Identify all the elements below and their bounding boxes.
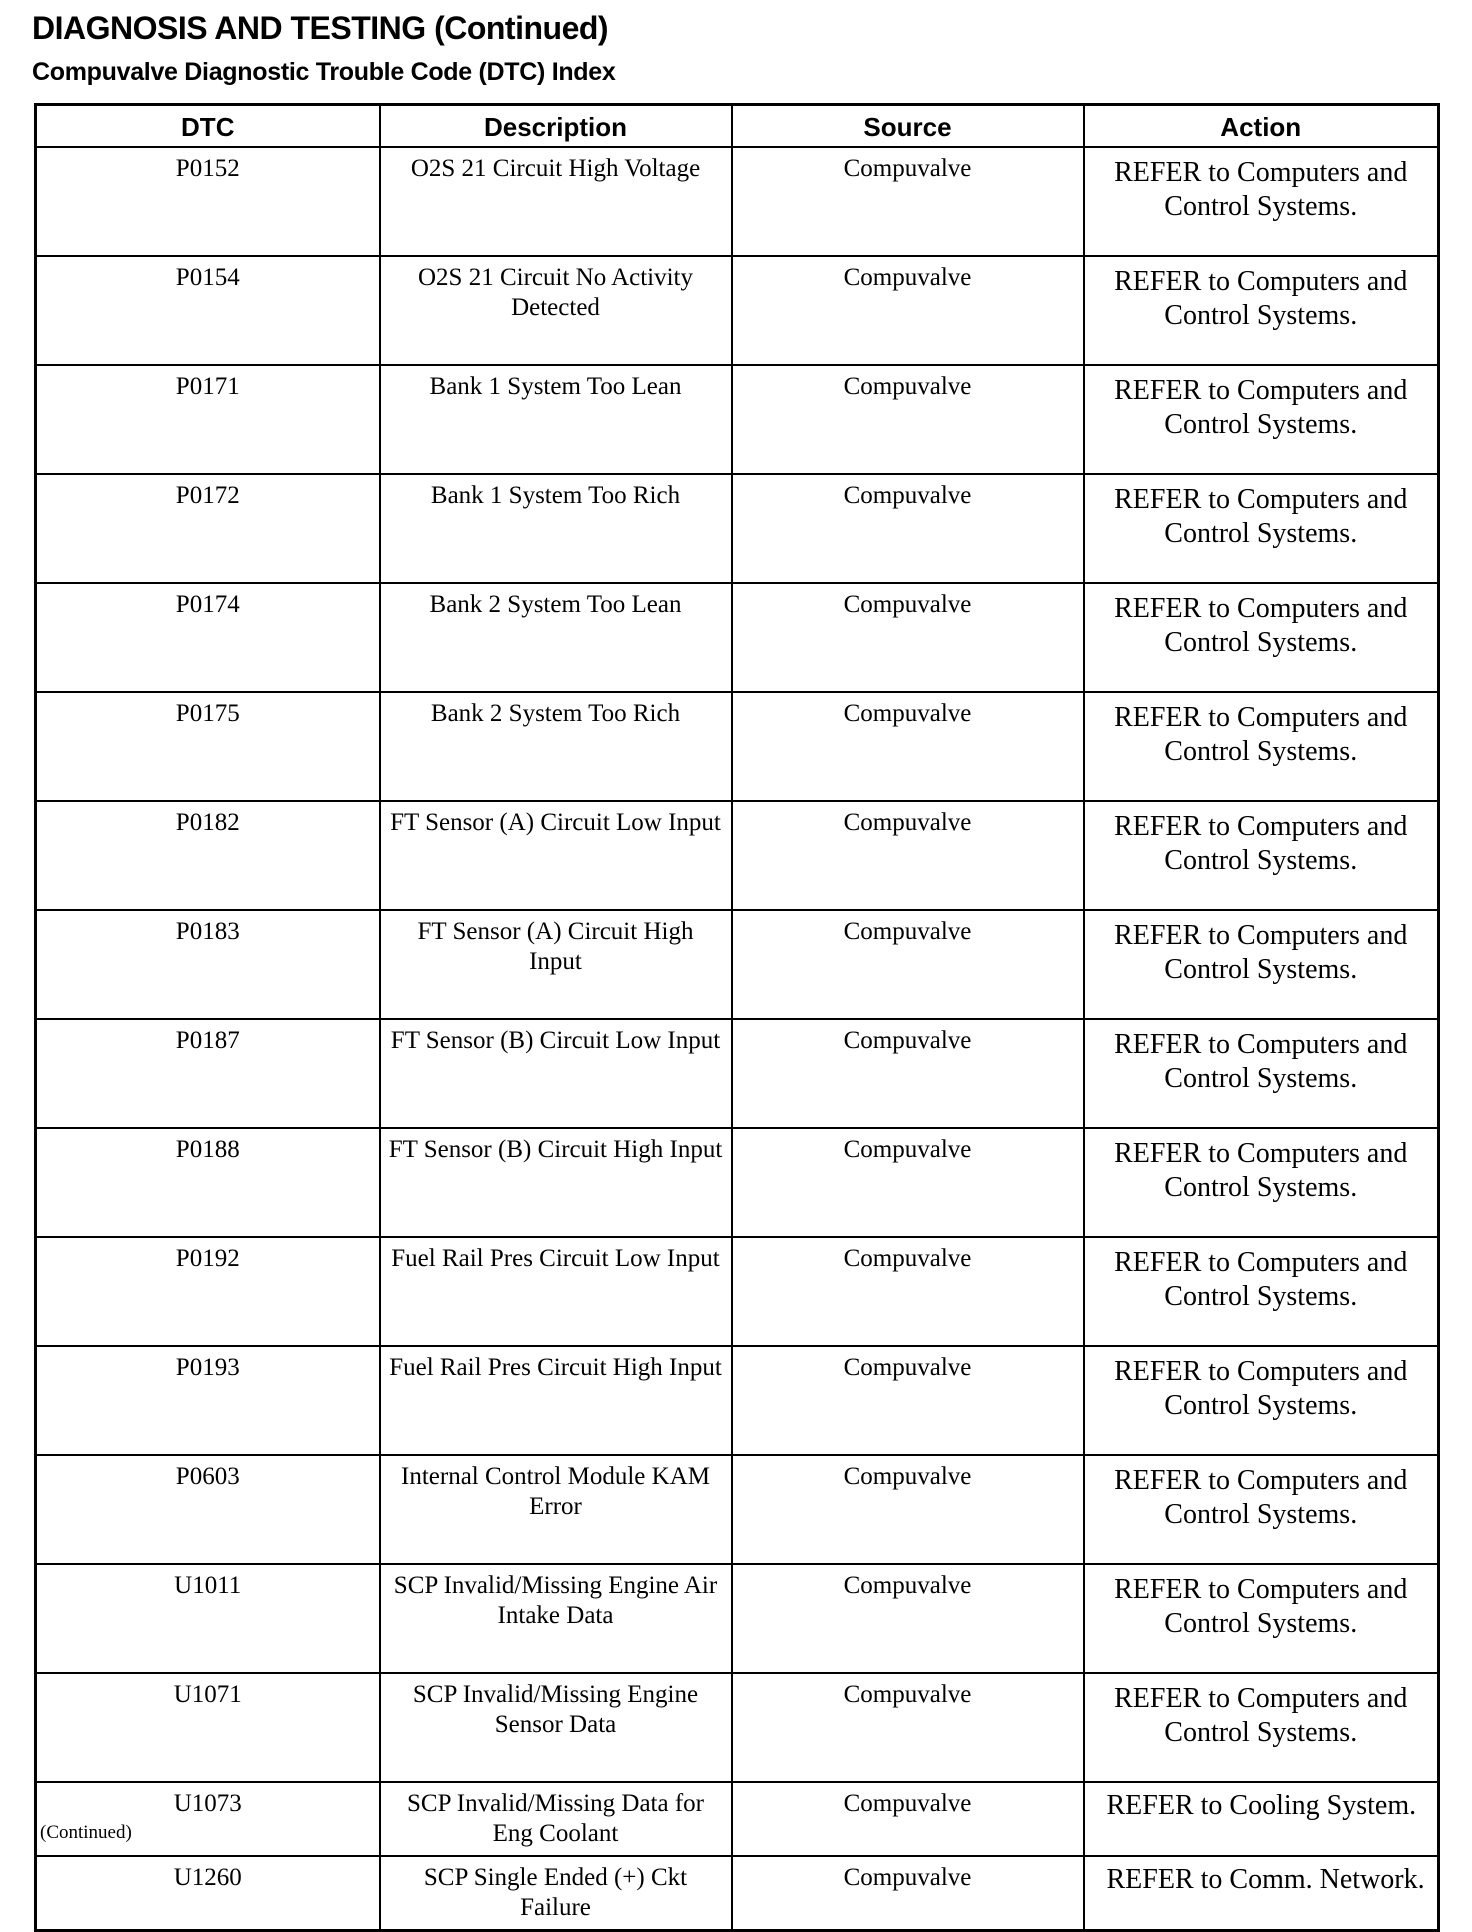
dtc-source: Compuvalve — [732, 1856, 1084, 1931]
dtc-source: Compuvalve — [732, 365, 1084, 474]
dtc-action: REFER to Computers and Control Systems. — [1084, 474, 1439, 583]
table-row — [36, 147, 1439, 256]
table-row — [36, 583, 1439, 692]
dtc-action: REFER to Computers and Control Systems. — [1084, 583, 1439, 692]
table-row — [36, 692, 1439, 801]
dtc-description: FT Sensor (A) Circuit Low Input — [380, 801, 732, 910]
dtc-code: P0171 — [36, 365, 380, 474]
dtc-source: Compuvalve — [732, 1019, 1084, 1128]
dtc-action: REFER to Cooling System. — [1084, 1782, 1439, 1856]
dtc-source: Compuvalve — [732, 1455, 1084, 1564]
dtc-code: P0172 — [36, 474, 380, 583]
dtc-description: FT Sensor (B) Circuit Low Input — [380, 1019, 732, 1128]
dtc-code: U1260 — [36, 1856, 380, 1931]
dtc-description: O2S 21 Circuit High Voltage — [380, 147, 732, 256]
table-row — [36, 365, 1439, 474]
dtc-source: Compuvalve — [732, 801, 1084, 910]
table-row — [36, 1019, 1439, 1128]
dtc-source: Compuvalve — [732, 1673, 1084, 1782]
column-header-source: Source — [732, 105, 1084, 148]
dtc-action: REFER to Computers and Control Systems. — [1084, 1455, 1439, 1564]
dtc-action: REFER to Computers and Control Systems. — [1084, 1673, 1439, 1782]
dtc-description: Fuel Rail Pres Circuit High Input — [380, 1346, 732, 1455]
dtc-source: Compuvalve — [732, 583, 1084, 692]
dtc-description: Bank 2 System Too Lean — [380, 583, 732, 692]
dtc-code: P0152 — [36, 147, 380, 256]
dtc-index-table — [34, 103, 1440, 1932]
table-row — [36, 1673, 1439, 1782]
table-row — [36, 1237, 1439, 1346]
dtc-source: Compuvalve — [732, 692, 1084, 801]
dtc-code: U1073 — [36, 1782, 380, 1856]
table-row — [36, 910, 1439, 1019]
table-title: Compuvalve Diagnostic Trouble Code (DTC) Index — [32, 58, 616, 86]
table-row — [36, 801, 1439, 910]
table-header-row — [36, 105, 1439, 148]
dtc-source: Compuvalve — [732, 1237, 1084, 1346]
dtc-action: REFER to Computers and Control Systems. — [1084, 365, 1439, 474]
dtc-description: FT Sensor (B) Circuit High Input — [380, 1128, 732, 1237]
dtc-source: Compuvalve — [732, 147, 1084, 256]
table-row — [36, 1564, 1439, 1673]
dtc-description: FT Sensor (A) Circuit High Input — [380, 910, 732, 1019]
dtc-description: Bank 1 System Too Lean — [380, 365, 732, 474]
dtc-description: Bank 2 System Too Rich — [380, 692, 732, 801]
dtc-code: U1071 — [36, 1673, 380, 1782]
dtc-action: REFER to Computers and Control Systems. — [1084, 1237, 1439, 1346]
dtc-source: Compuvalve — [732, 474, 1084, 583]
dtc-description: Fuel Rail Pres Circuit Low Input — [380, 1237, 732, 1346]
dtc-description: O2S 21 Circuit No Activity Detected — [380, 256, 732, 365]
column-header-dtc: DTC — [36, 105, 380, 148]
dtc-action: REFER to Computers and Control Systems. — [1084, 910, 1439, 1019]
column-header-action: Action — [1084, 105, 1439, 148]
dtc-action: REFER to Computers and Control Systems. — [1084, 1564, 1439, 1673]
dtc-code: P0192 — [36, 1237, 380, 1346]
dtc-action: REFER to Computers and Control Systems. — [1084, 692, 1439, 801]
table-row — [36, 1128, 1439, 1237]
dtc-code: P0174 — [36, 583, 380, 692]
dtc-source: Compuvalve — [732, 1346, 1084, 1455]
dtc-action: REFER to Comm. Network. — [1084, 1856, 1439, 1931]
dtc-description: Bank 1 System Too Rich — [380, 474, 732, 583]
dtc-code: P0187 — [36, 1019, 380, 1128]
dtc-action: REFER to Computers and Control Systems. — [1084, 801, 1439, 910]
dtc-code: P0193 — [36, 1346, 380, 1455]
page-title: DIAGNOSIS AND TESTING (Continued) — [32, 10, 609, 46]
dtc-code: P0183 — [36, 910, 380, 1019]
dtc-action: REFER to Computers and Control Systems. — [1084, 1019, 1439, 1128]
table-row — [36, 256, 1439, 365]
column-header-description: Description — [380, 105, 732, 148]
dtc-action: REFER to Computers and Control Systems. — [1084, 256, 1439, 365]
dtc-code: P0154 — [36, 256, 380, 365]
table-row — [36, 1782, 1439, 1856]
dtc-source: Compuvalve — [732, 1564, 1084, 1673]
table-row — [36, 1856, 1439, 1931]
dtc-action: REFER to Computers and Control Systems. — [1084, 147, 1439, 256]
dtc-description: SCP Invalid/Missing Data for Eng Coolant — [380, 1782, 732, 1856]
continued-note: (Continued) — [40, 1822, 132, 1843]
table-row — [36, 474, 1439, 583]
dtc-action: REFER to Computers and Control Systems. — [1084, 1128, 1439, 1237]
dtc-description: SCP Invalid/Missing Engine Sensor Data — [380, 1673, 732, 1782]
dtc-code: P0182 — [36, 801, 380, 910]
table-row — [36, 1455, 1439, 1564]
dtc-action: REFER to Computers and Control Systems. — [1084, 1346, 1439, 1455]
dtc-description: Internal Control Module KAM Error — [380, 1455, 732, 1564]
dtc-source: Compuvalve — [732, 910, 1084, 1019]
dtc-code: P0175 — [36, 692, 380, 801]
dtc-source: Compuvalve — [732, 1782, 1084, 1856]
dtc-code: U1011 — [36, 1564, 380, 1673]
dtc-code: P0188 — [36, 1128, 380, 1237]
table-row — [36, 1346, 1439, 1455]
dtc-source: Compuvalve — [732, 256, 1084, 365]
dtc-description: SCP Single Ended (+) Ckt Failure — [380, 1856, 732, 1931]
dtc-description: SCP Invalid/Missing Engine Air Intake Data — [380, 1564, 732, 1673]
dtc-code: P0603 — [36, 1455, 380, 1564]
dtc-source: Compuvalve — [732, 1128, 1084, 1237]
